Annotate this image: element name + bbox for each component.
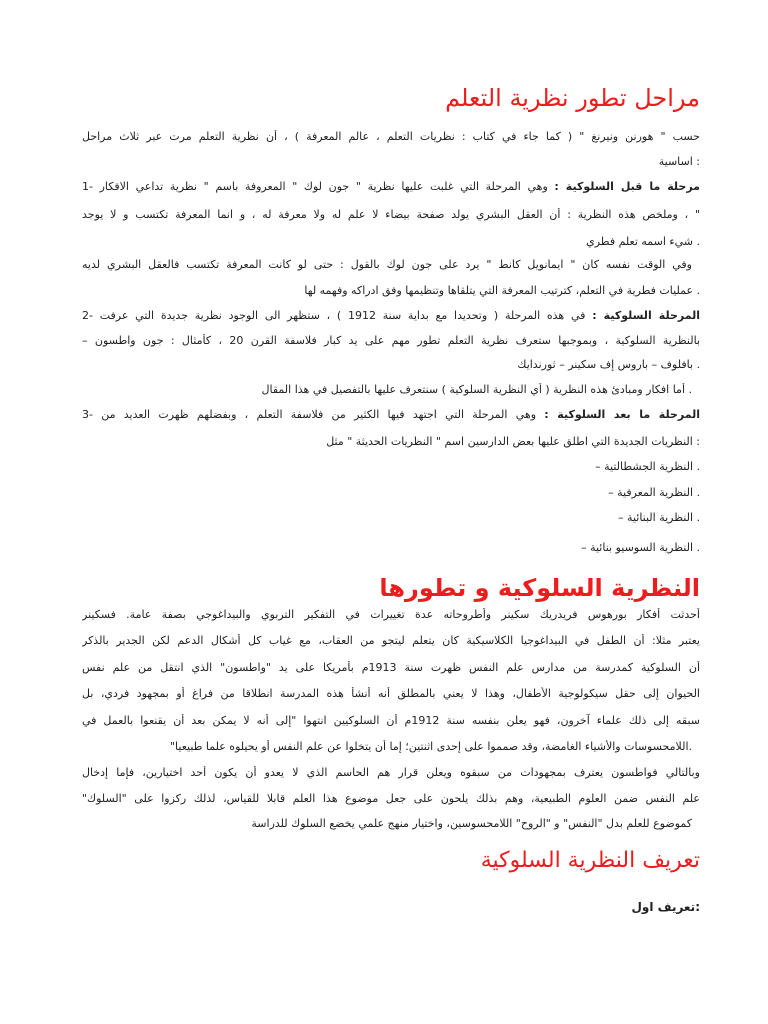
- stage1-line: [82, 180, 700, 194]
- paragraph-line: الحيوان إلى حقل سيكولوجية الأطفال، وهذا لا يعني بالمطلق أنه أنشأ هذه المدرسة انطلاقا من فراغ أو بمجهود فردي، بل: [82, 687, 700, 700]
- paragraph-line: وفي الوقت نفسه كان " ايمانويل كانط " يرد على جون لوك بالقول : حتى لو كانت المعرفة تكتسب فالعقل البشري لديه: [82, 258, 692, 271]
- list-item: . النظرية البنائية –: [618, 511, 700, 524]
- stage2-label: المرحلة السلوكية :: [592, 309, 700, 322]
- stage3-line: [82, 408, 700, 422]
- paragraph-line: أن السلوكية كمدرسة من مدارس علم النفس ظهرت سنة 1913م بأمريكا على يد "واطسون" الذي انتقل من علم نفس: [82, 661, 700, 674]
- paragraph-line: . عمليات فطرية في التعلم، كترتيب المعرفة التي يتلقاها وتنظيمها وفق ادراكه وفهمه لها: [304, 284, 700, 297]
- paragraph-line: " ، وملخص هذه النظرية : أن العقل البشري يولد صفحة بيضاء لا علم له ولا معرفة له ، و انما المعرفة تكتسب و لا يوجد: [82, 208, 700, 221]
- paragraph-line: بالنظرية السلوكية ، وبموجبها ستعرف نظرية التعلم تطور مهم على يد كبار فلاسفة القرن 20 ، كأمثال : جون واطسون –: [82, 334, 700, 347]
- list-item: . النظرية الجشطالتية –: [595, 460, 700, 473]
- stage1-label: مرحلة ما قبل السلوكية :: [554, 180, 700, 193]
- stage3-text: وهي المرحلة التي اجتهد فيها الكثير من فلاسفة التعلم ، وبفضلهم ظهرت العديد من -3: [82, 408, 545, 421]
- paragraph-line: أحدثت أفكار بورهوس فريدريك سكينر وأطروحاته عدة تغييرات في التفكير التربوي والبيداغوجي بصفة عامة. فسكينر: [82, 608, 700, 621]
- document-page: [82, 0, 700, 1024]
- section-heading-definition: تعريف النظرية السلوكية: [480, 848, 700, 873]
- list-item: . النظرية المعرفية –: [608, 486, 700, 499]
- paragraph-line: يعتبر مثلا: أن الطفل في البيداغوجيا الكلاسيكية كان يتعلم ليتجو من العقاب، مع غياب كل أشكال الدعم لكن الجدير بالذكر: [82, 634, 700, 647]
- stage3-label: المرحلة ما بعد السلوكية :: [544, 408, 700, 421]
- stage2-line: [82, 309, 700, 323]
- paragraph-line: حسب " هورنن ونيرنغ " ( كما جاء في كتاب : نظريات التعلم ، عالم المعرفة ) ، أن نظرية التعلم مرت عبر ثلاث مراحل: [82, 130, 700, 143]
- paragraph-line: . بافلوف – باروس إف سكينر – ثورندايك: [517, 358, 700, 371]
- paragraph-line: .اللامحسوسات والأشياء الغامضة، وقد صمموا على إحدى اثنتين؛ إما أن يتخلوا عن علم النفس أو يحيلوه علما طبيعيا": [169, 740, 692, 753]
- stage1-text: وهي المرحلة التي غلبت عليها نظرية " جون لوك " المعروفة باسم " نظرية تداعي الافكار -1: [82, 180, 555, 193]
- list-item: . النظرية السوسيو بنائية –: [581, 541, 700, 554]
- subheading-first-definition: :تعريف اول: [631, 900, 700, 914]
- paragraph-line: : اساسية: [658, 155, 700, 168]
- section-heading-behaviorism: النظرية السلوكية و تطورها: [379, 574, 700, 602]
- stage2-text: في هذه المرحلة ( وتحديدا مع بداية سنة 1912 ) ، ستظهر الى الوجود نظرية جديدة التي عرفت -2: [82, 309, 593, 322]
- paragraph-line: : النظريات الجديدة التي اطلق عليها بعض الدارسين اسم " النظريات الحديثة " مثل: [326, 435, 700, 448]
- paragraph-line: وبالتالي فواطسون يعترف بمجهودات من سبقوه ويعلن قرار هم الحاسم الذي لا يعدو أن يكون أحد اختيارين، فإما إدخال: [82, 766, 700, 779]
- paragraph-line: علم النفس ضمن العلوم الطبيعية، وهم بذلك يلحون على جعل موضوع هذا العلم قابلا للقياس، لذلك ركزوا على "السلوك": [82, 792, 700, 805]
- paragraph-line: . شيء اسمه تعلم فطري: [586, 235, 700, 248]
- section-heading-stages: مراحل تطور نظرية التعلم: [445, 84, 700, 112]
- paragraph-line: كموضوع للعلم بدل "النفس" و "الروح" اللامحسوسين، واختيار منهج علمي يخضع السلوك للدراسة: [251, 817, 692, 830]
- paragraph-line: سبقه إلى ذلك علماء آخرون، فهو يعلن بنفسه سنة 1912م أن السلوكيين انتهوا "إلى أنه لا يمكن بعد أن يقنعوا بالعمل في: [82, 714, 700, 727]
- paragraph-line: . أما افكار ومبادئ هذه النظرية ( أي النظرية السلوكية ) سنتعرف عليها بالتفصيل في هذا المقال: [261, 383, 692, 396]
